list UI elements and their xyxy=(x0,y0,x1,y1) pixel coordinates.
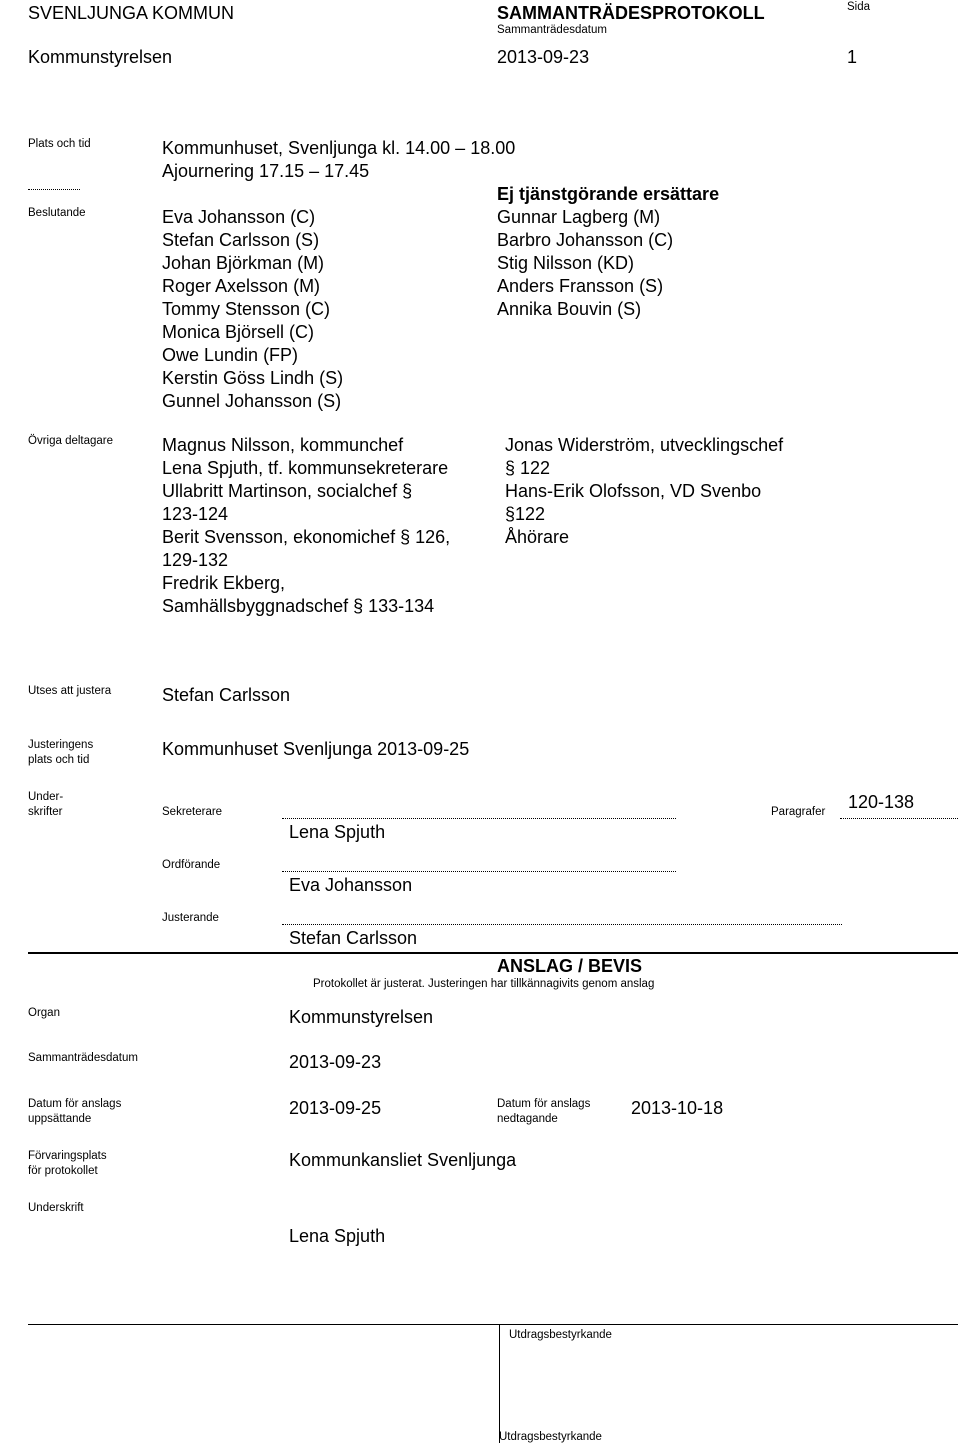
beslutande-label: Beslutande xyxy=(28,207,86,219)
ordforande-signature-line xyxy=(282,871,676,872)
participant-item: §122 xyxy=(505,504,546,524)
participant-item: § 122 xyxy=(505,458,551,478)
plats-line2: Ajournering 17.15 – 17.45 xyxy=(162,161,370,181)
justeringens-label-2: plats och tid xyxy=(28,754,90,766)
justera-label: Utses att justera xyxy=(28,685,112,697)
underskrift-value: Lena Spjuth xyxy=(289,1226,386,1246)
footer-divider xyxy=(28,1324,958,1325)
substitute-item: Annika Bouvin (S) xyxy=(497,299,642,319)
underskrifter-label-1: Under- xyxy=(28,791,64,803)
substitute-item: Stig Nilsson (KD) xyxy=(497,253,635,273)
nedtagande-value: 2013-10-18 xyxy=(631,1098,724,1118)
sammantradesdatum-value: 2013-09-23 xyxy=(289,1052,382,1072)
paragrafer-line xyxy=(840,818,958,819)
member-item: Tommy Stensson (C) xyxy=(162,299,331,319)
justerande-signature-line xyxy=(282,924,842,925)
substitute-item: Barbro Johansson (C) xyxy=(497,230,674,250)
underskrift-label: Underskrift xyxy=(28,1202,84,1214)
substitute-item: Gunnar Lagberg (M) xyxy=(497,207,661,227)
member-item: Monica Björsell (C) xyxy=(162,322,315,342)
paragrafer-label: Paragrafer xyxy=(771,806,826,818)
member-item: Gunnel Johansson (S) xyxy=(162,391,342,411)
organ-label: Organ xyxy=(28,1007,60,1019)
sammantradesdatum-label: Sammanträdesdatum xyxy=(28,1052,138,1064)
participant-item: Magnus Nilsson, kommunchef xyxy=(162,435,404,455)
nedtagande-label-1: Datum för anslags xyxy=(497,1098,591,1110)
ordforande-label: Ordförande xyxy=(162,859,221,871)
underskrifter-label-2: skrifter xyxy=(28,806,63,818)
member-item: Stefan Carlsson (S) xyxy=(162,230,320,250)
member-item: Johan Björkman (M) xyxy=(162,253,325,273)
participant-item: Fredrik Ekberg, xyxy=(162,573,286,593)
participant-item: Samhällsbyggnadschef § 133-134 xyxy=(162,596,435,616)
substitutes-list xyxy=(497,206,673,321)
sekreterare-signature-line xyxy=(282,818,676,819)
other-participants-right xyxy=(505,434,783,549)
ordforande-name: Eva Johansson xyxy=(289,875,413,895)
justerande-name: Stefan Carlsson xyxy=(289,928,418,948)
plats-line1: Kommunhuset, Svenljunga kl. 14.00 – 18.00 xyxy=(162,138,516,158)
forvaring-value: Kommunkansliet Svenljunga xyxy=(289,1150,517,1170)
organ-name: Kommunstyrelsen xyxy=(28,47,173,67)
participant-item: Åhörare xyxy=(505,527,570,547)
justera-value: Stefan Carlsson xyxy=(162,685,291,705)
section-divider xyxy=(28,952,958,954)
sekreterare-label: Sekreterare xyxy=(162,806,223,818)
participant-item: 123-124 xyxy=(162,504,229,524)
member-item: Owe Lundin (FP) xyxy=(162,345,299,365)
participant-item: Hans-Erik Olofsson, VD Svenbo xyxy=(505,481,762,501)
substitute-item: Anders Fransson (S) xyxy=(497,276,664,296)
justeringens-label-1: Justeringens xyxy=(28,739,94,751)
page-number: 1 xyxy=(847,47,858,67)
participant-item: Berit Svensson, ekonomichef § 126, xyxy=(162,527,451,547)
meeting-date-label: Sammanträdesdatum xyxy=(497,24,607,36)
plats-label: Plats och tid xyxy=(28,138,91,150)
uppsattande-label-1: Datum för anslags xyxy=(28,1098,122,1110)
uppsattande-value: 2013-09-25 xyxy=(289,1098,382,1118)
document-title: SAMMANTRÄDESPROTOKOLL xyxy=(497,3,765,23)
anslag-title: ANSLAG / BEVIS xyxy=(497,956,643,976)
other-participants-left xyxy=(162,434,450,618)
substitutes-heading: Ej tjänstgörande ersättare xyxy=(497,184,720,204)
forvaring-label-2: för protokollet xyxy=(28,1165,98,1177)
forvaring-label-1: Förvaringsplats xyxy=(28,1150,107,1162)
paragrafer-value: 120-138 xyxy=(848,792,915,812)
member-item: Eva Johansson (C) xyxy=(162,207,316,227)
sekreterare-name: Lena Spjuth xyxy=(289,822,386,842)
footer-column-divider xyxy=(499,1324,500,1443)
member-item: Kerstin Göss Lindh (S) xyxy=(162,368,344,388)
participant-item: Ullabritt Martinson, socialchef § xyxy=(162,481,413,501)
ovriga-label: Övriga deltagare xyxy=(28,435,114,447)
anslag-subtitle: Protokollet är justerat. Justeringen har tillkännagivits genom anslag xyxy=(313,978,655,990)
organ-value: Kommunstyrelsen xyxy=(289,1007,434,1027)
meeting-date: 2013-09-23 xyxy=(497,47,590,67)
member-item: Roger Axelsson (M) xyxy=(162,276,321,296)
utdragsbestyrkande-1: Utdragsbestyrkande xyxy=(509,1329,612,1341)
justerande-label: Justerande xyxy=(162,912,219,924)
participant-item: Lena Spjuth, tf. kommunsekreterare xyxy=(162,458,449,478)
uppsattande-label-2: uppsättande xyxy=(28,1113,92,1125)
members-list xyxy=(162,206,343,413)
justeringens-value: Kommunhuset Svenljunga 2013-09-25 xyxy=(162,739,470,759)
participant-item: Jonas Widerström, utvecklingschef xyxy=(505,435,784,455)
nedtagande-label-2: nedtagande xyxy=(497,1113,558,1125)
utdragsbestyrkande-2: Utdragsbestyrkande xyxy=(499,1431,602,1443)
municipality-name: SVENLJUNGA KOMMUN xyxy=(28,3,235,23)
participant-item: 129-132 xyxy=(162,550,229,570)
dotted-divider xyxy=(28,189,80,190)
page-label: Sida xyxy=(847,1,871,13)
